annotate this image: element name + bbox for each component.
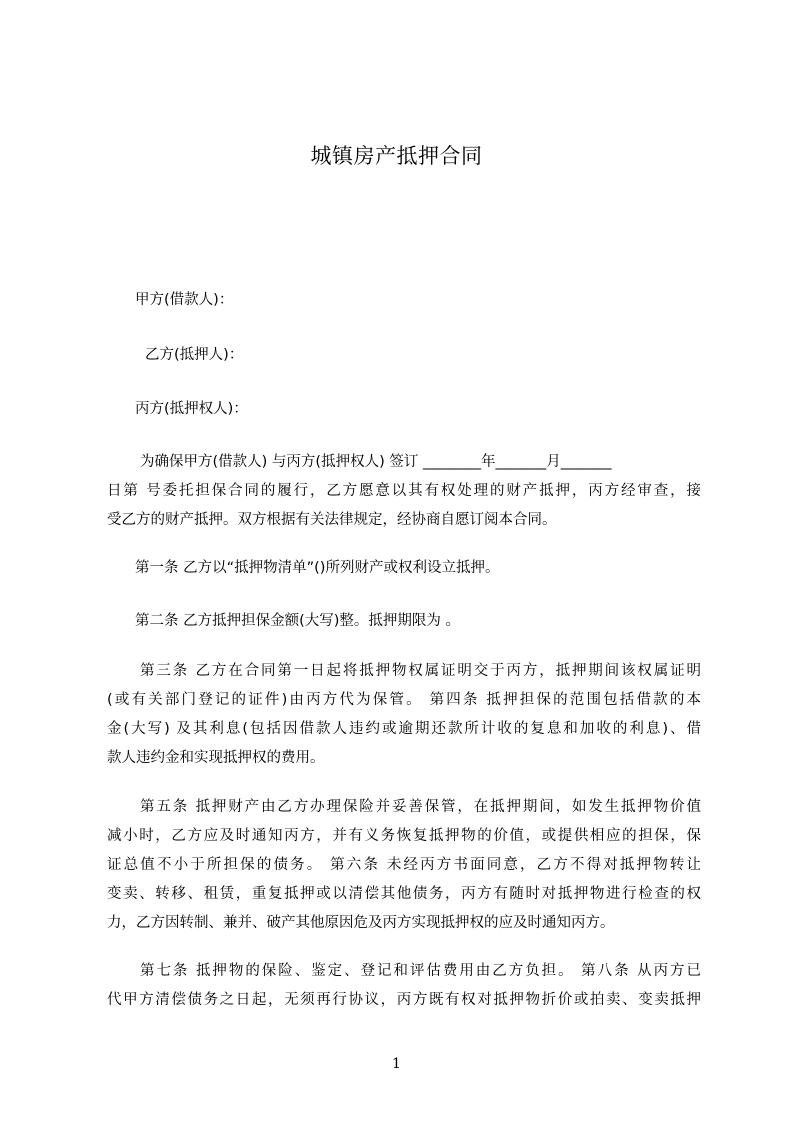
intro-line: 为确保甲方(借款人) 与丙方(抵押权人) 签订 ________年_______月_______ xyxy=(140,454,612,470)
article-7-line: 第七条 抵押物的保险、鉴定、登记和评估费用由乙方负担。 第八条 从丙方已 xyxy=(140,963,701,979)
intro-line: 日第 号委托担保合同的履行，乙方愿意以其有权处理的财产抵押，丙方经审查，接 xyxy=(107,483,701,499)
article-2: 第二条 乙方抵押担保金额(大写)整。抵押期限为 。 xyxy=(135,613,461,629)
article-3-line: 款人违约金和实现抵押权的费用。 xyxy=(107,750,325,766)
article-5-line: 第五条 抵押财产由乙方办理保险并妥善保管，在抵押期间，如发生抵押物价值 xyxy=(140,799,701,815)
article-3-line: (或有关部门登记的证件)由丙方代为保管。 第四条 抵押担保的范围包括借款的本 xyxy=(107,692,701,708)
intro-line: 受乙方的财产抵押。双方根据有关法律规定，经协商自愿订阅本合同。 xyxy=(107,512,557,528)
page-number: 1 xyxy=(392,1056,401,1072)
article-5-line: 证总值不小于所担保的债务。 第六条 未经丙方书面同意，乙方不得对抵押物转让 xyxy=(107,857,701,873)
article-5-line: 减小时，乙方应及时通知丙方，并有义务恢复抵押物的价值，或提供相应的担保，保 xyxy=(107,828,701,844)
article-3-line: 金(大写) 及其利息(包括因借款人违约或逾期还款所计收的复息和加收的利息)、借 xyxy=(107,721,701,737)
article-3-line: 第三条 乙方在合同第一日起将抵押物权属证明交于丙方，抵押期间该权属证明 xyxy=(140,663,701,679)
party-a-line: 甲方(借款人)： xyxy=(135,292,234,308)
article-5-line: 变卖、转移、租赁，重复抵押或以清偿其他债务，丙方有随时对抵押物进行检查的权 xyxy=(107,886,701,902)
article-7-line: 代甲方清偿债务之日起，无须再行协议，丙方既有权对抵押物折价或拍卖、变卖抵押 xyxy=(107,992,701,1008)
article-1: 第一条 乙方以“抵押物清单”()所列财产或权利设立抵押。 xyxy=(135,560,500,576)
document-title: 城镇房产抵押合同 xyxy=(310,144,483,168)
party-b-line: 乙方(抵押人)： xyxy=(145,347,244,363)
party-c-line: 丙方(抵押权人)： xyxy=(135,401,248,417)
article-5-line: 力，乙方因转制、兼并、破产其他原因危及丙方实现抵押权的应及时通知丙方。 xyxy=(107,915,615,931)
